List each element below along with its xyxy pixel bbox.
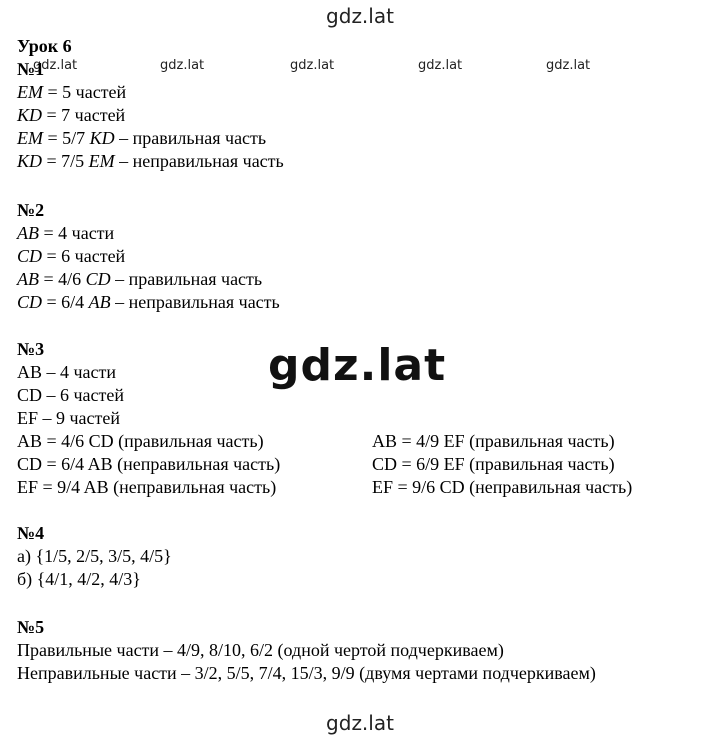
watermark-small-2: gdz.lat	[160, 58, 205, 73]
section-3-number: №3	[17, 339, 45, 359]
section-2-number: №2	[17, 200, 45, 220]
section-3-right-column	[372, 430, 632, 499]
s4-line-b: б) {4/1, 4/2, 4/3}	[17, 569, 141, 589]
section-1-number: №1	[17, 59, 45, 79]
s3-left-3: EF = 9/4 AB (неправильная часть)	[17, 477, 277, 497]
watermark-top: gdz.lat	[326, 4, 394, 28]
watermark-large: gdz.lat	[268, 340, 447, 391]
s1-line-1: EM = 5 частей	[17, 82, 127, 102]
watermark-small-3: gdz.lat	[290, 58, 335, 73]
s3-right-1: AB = 4/9 EF (правильная часть)	[372, 431, 615, 451]
section-4	[17, 522, 172, 591]
section-3	[17, 338, 280, 499]
s3-line-1: AB – 4 части	[17, 362, 117, 382]
section-2	[17, 199, 280, 314]
section-1	[17, 58, 284, 173]
s2-line-1: AB = 4 части	[17, 223, 115, 243]
section-5-number: №5	[17, 617, 45, 637]
s3-line-3: EF – 9 частей	[17, 408, 121, 428]
watermark-small-5: gdz.lat	[546, 58, 591, 73]
s4-line-a: а) {1/5, 2/5, 3/5, 4/5}	[17, 546, 172, 566]
section-4-number: №4	[17, 523, 45, 543]
watermark-small-1: gdz.lat	[33, 58, 78, 73]
watermark-small-4: gdz.lat	[418, 58, 463, 73]
s1-line-3: EM = 5/7 KD – правильная часть	[17, 128, 267, 148]
s3-line-2: CD – 6 частей	[17, 385, 125, 405]
section-5	[17, 616, 596, 685]
lesson-title: Урок 6	[17, 36, 72, 56]
s2-line-3: AB = 4/6 CD – правильная часть	[17, 269, 263, 289]
watermark-bottom: gdz.lat	[326, 711, 394, 735]
s3-left-1: AB = 4/6 CD (правильная часть)	[17, 431, 264, 451]
s3-right-3: EF = 9/6 CD (неправильная часть)	[372, 477, 633, 497]
s5-line-2: Неправильные части – 3/2, 5/5, 7/4, 15/3, 9/9 (двумя чертами подчеркиваем)	[17, 663, 596, 683]
s5-line-1: Правильные части – 4/9, 8/10, 6/2 (одной чертой подчеркиваем)	[17, 640, 504, 660]
s1-line-4: KD = 7/5 EM – неправильная часть	[17, 151, 284, 171]
s2-line-2: CD = 6 частей	[17, 246, 126, 266]
s1-line-2: KD = 7 частей	[17, 105, 126, 125]
s2-line-4: CD = 6/4 AB – неправильная часть	[17, 292, 280, 312]
s3-left-2: CD = 6/4 AB (неправильная часть)	[17, 454, 281, 474]
s3-right-2: CD = 6/9 EF (правильная часть)	[372, 454, 615, 474]
